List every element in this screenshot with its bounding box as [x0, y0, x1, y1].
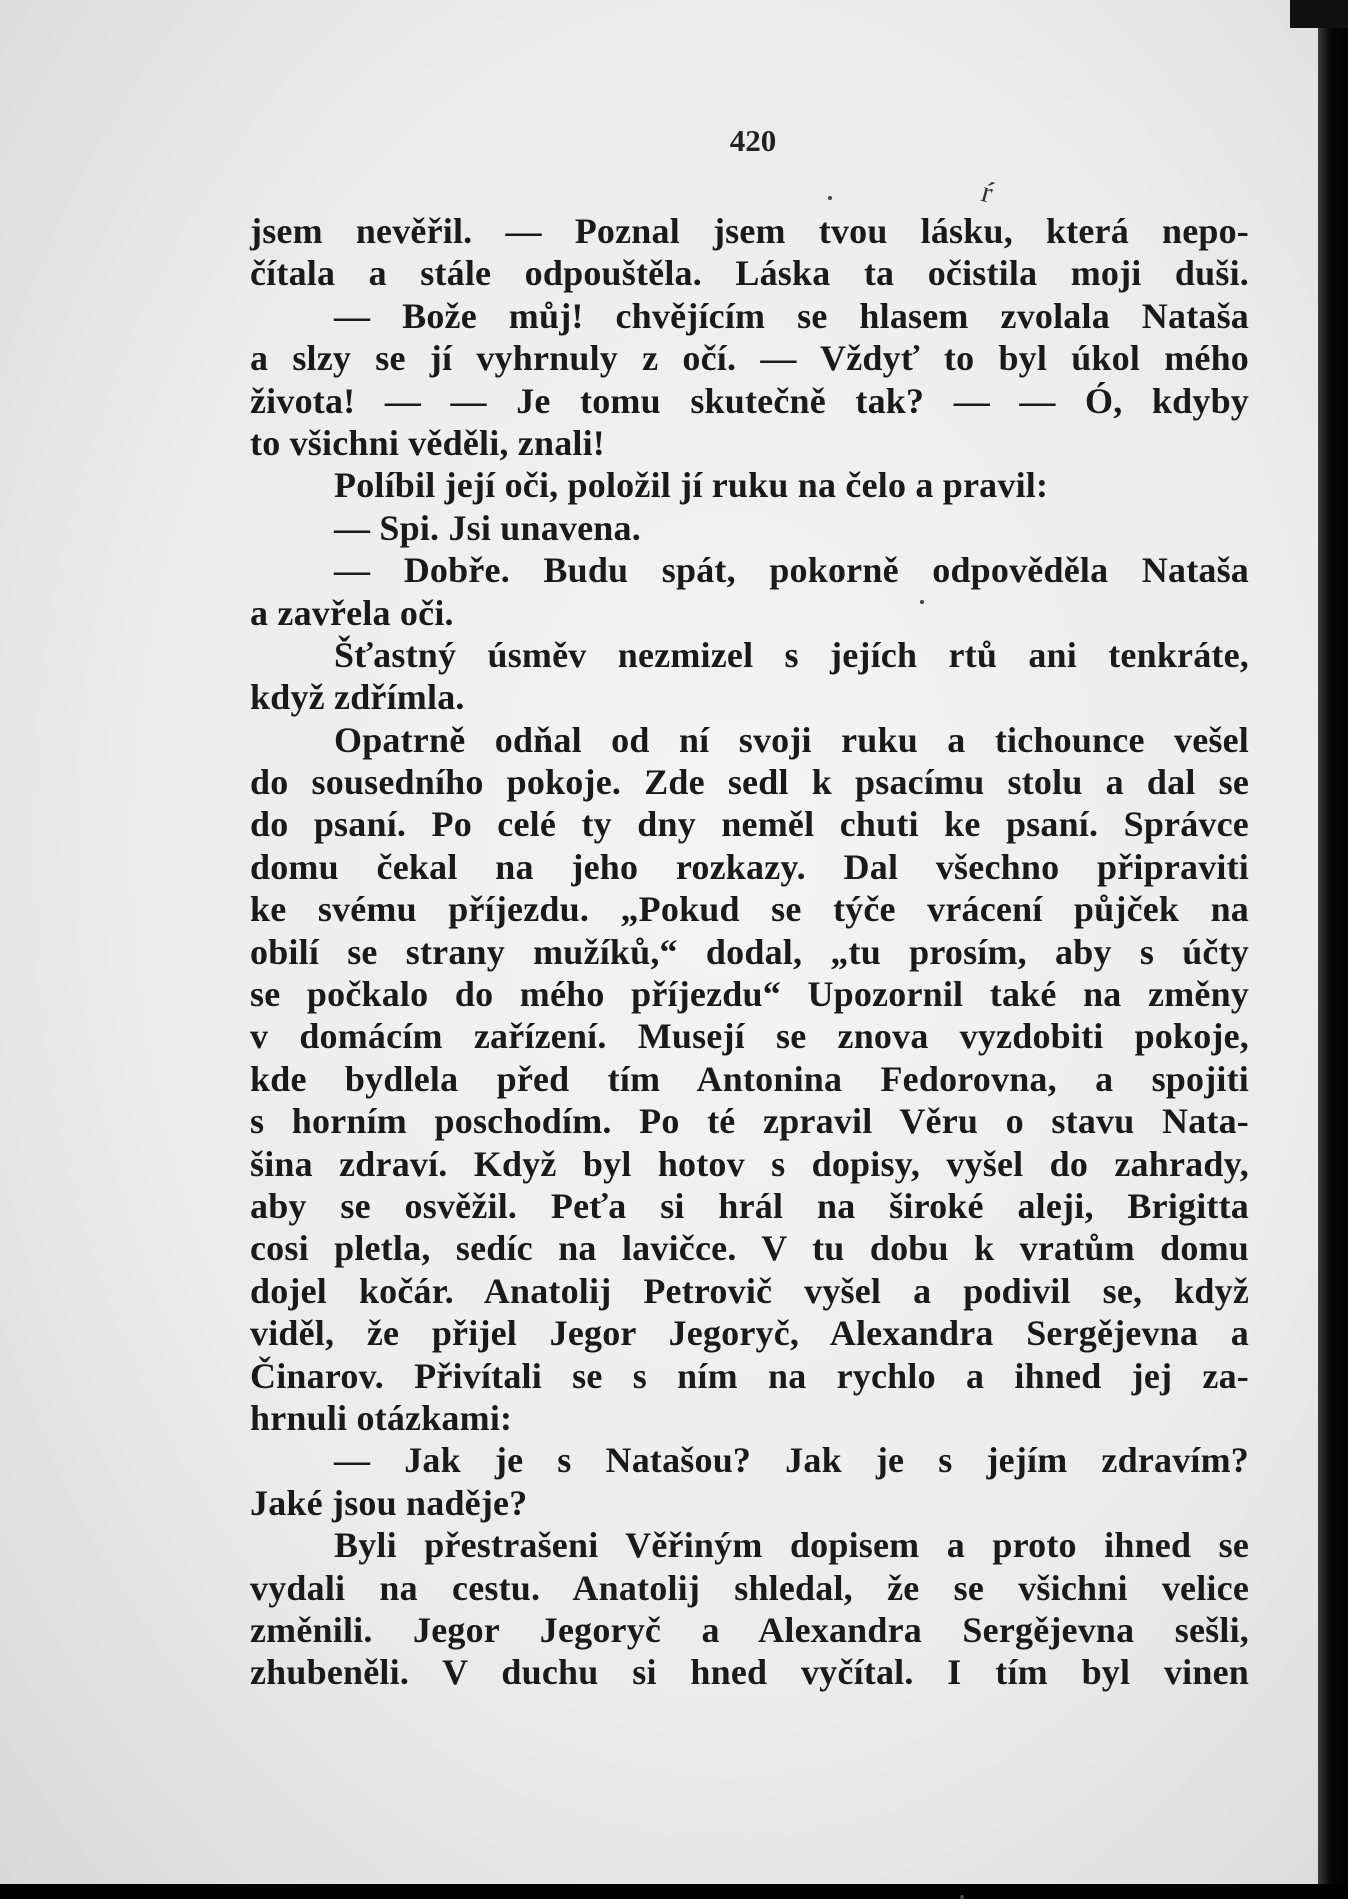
text-line: života! — — Je tomu skutečně tak? — — Ó, kdyby — [250, 380, 1249, 421]
text-line: do psaní. Po celé ty dny neměl chuti ke psaní. Správce — [250, 804, 1249, 845]
text-line: Políbil její oči, položil jí ruku na čelo a pravil: — [334, 465, 1049, 506]
speck — [828, 196, 832, 200]
text-line: s horním poschodím. Po té zpravil Věru o stavu Nata- — [250, 1101, 1249, 1142]
page-corner-shadow — [1290, 0, 1348, 28]
text-line: kde bydlela před tím Antonina Fedorovna, a spojiti — [250, 1058, 1249, 1099]
text-line: to všichni věděli, znali! — [250, 422, 605, 463]
text-line: změnili. Jegor Jegoryč a Alexandra Sergějevna sešli, — [250, 1609, 1249, 1650]
speck — [960, 1895, 964, 1899]
text-line: cosi pletla, sedíc na lavičce. V tu dobu k vratům domu — [250, 1228, 1249, 1269]
text-line: — Bože můj! chvějícím se hlasem zvolala Nataša — [334, 295, 1249, 336]
text-line: a zavřela oči. — [250, 592, 454, 633]
text-line: když zdřímla. — [250, 677, 465, 718]
text-line: v domácím zařízení. Musejí se znova vyzdobiti pokoje, — [250, 1016, 1249, 1057]
text-line: a slzy se jí vyhrnuly z očí. — Vždyť to byl úkol mého — [250, 338, 1249, 379]
text-line: — Jak je s Natašou? Jak je s jejím zdravím? — [334, 1440, 1249, 1481]
text-line: aby se osvěžil. Peťa si hrál na široké aleji, Brigitta — [250, 1185, 1249, 1226]
body-text — [250, 210, 1249, 1694]
text-line: domu čekal na jeho rozkazy. Dal všechno připraviti — [250, 846, 1249, 887]
text-line: Činarov. Přivítali se s ním na rychlo a ihned jej za- — [250, 1355, 1249, 1396]
text-line: viděl, že přijel Jegor Jegoryč, Alexandra Sergějevna a — [250, 1313, 1249, 1354]
text-line: se počkalo do mého příjezdu“ Upozornil také na změny — [250, 974, 1249, 1015]
text-line: — Dobře. Budu spát, pokorně odpověděla Nataša — [334, 550, 1249, 591]
margin-mark: ŕ — [978, 175, 997, 210]
text-line: Jaké jsou naděje? — [250, 1482, 528, 1523]
page-number: 420 — [729, 123, 777, 158]
text-line: šina zdraví. Když byl hotov s dopisy, vyšel do zahrady, — [250, 1143, 1249, 1184]
page-edge-shadow — [1318, 0, 1348, 1884]
text-line: Byli přestrašeni Věřiným dopisem a proto ihned se — [334, 1525, 1249, 1566]
text-line: Opatrně odňal od ní svoji ruku a tichounce vešel — [334, 719, 1249, 760]
text-line: hrnuli otázkami: — [250, 1397, 513, 1438]
text-line: Šťastný úsměv nezmizel s jejích rtů ani tenkráte, — [334, 634, 1249, 675]
text-line: čítala a stále odpouštěla. Láska ta očistila moji duši. — [250, 253, 1249, 294]
text-line: do sousedního pokoje. Zde sedl k psacímu stolu a dal se — [250, 762, 1249, 803]
text-line: obilí se strany mužíků,“ dodal, „tu prosím, aby s účty — [250, 931, 1249, 972]
text-line: zhubeněli. V duchu si hned vyčítal. I tím byl vinen — [250, 1652, 1249, 1693]
text-line: — Spi. Jsi unavena. — [334, 507, 641, 548]
text-line: jsem nevěřil. — Poznal jsem tvou lásku, která nepo- — [250, 211, 1249, 251]
text-line: vydali na cestu. Anatolij shledal, že se všichni velice — [250, 1567, 1249, 1608]
text-line: dojel kočár. Anatolij Petrovič vyšel a podivil se, když — [250, 1270, 1249, 1311]
text-line: ke svému příjezdu. „Pokud se týče vrácení půjček na — [250, 889, 1249, 930]
